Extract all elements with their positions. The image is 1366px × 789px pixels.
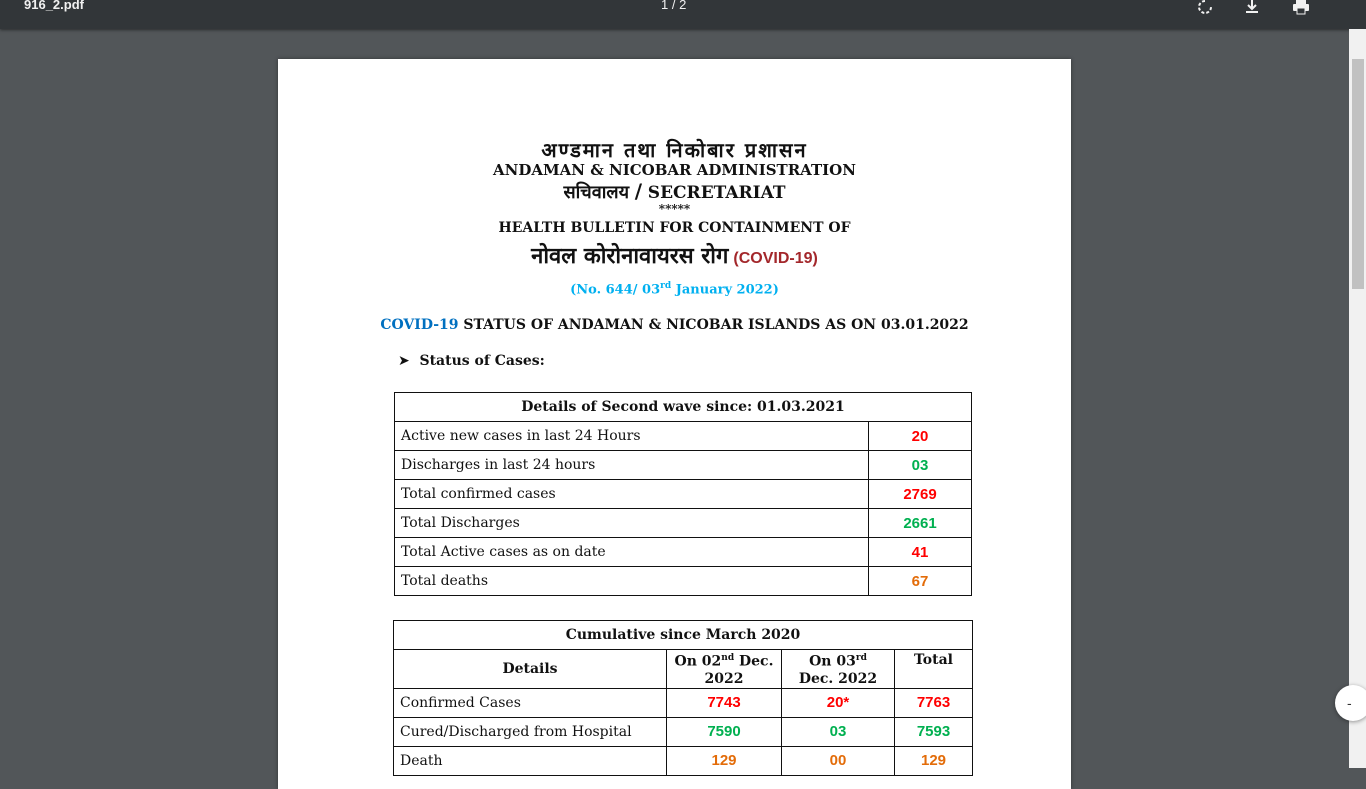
- second-wave-table: [394, 392, 972, 596]
- download-icon[interactable]: [1241, 0, 1263, 18]
- row-label: Discharges in last 24 hours: [395, 451, 869, 480]
- col-dec-02: On 02nd Dec. 2022: [667, 650, 782, 689]
- table-row: [394, 688, 973, 717]
- table-row: [395, 422, 972, 451]
- row-value: 2661: [869, 509, 972, 538]
- col-dec-03: On 03rd Dec. 2022: [782, 650, 895, 689]
- col-details: Details: [394, 650, 667, 689]
- col-total: Total: [895, 650, 973, 689]
- scrollbar-thumb[interactable]: [1352, 59, 1364, 289]
- pdf-page: [278, 59, 1071, 789]
- row-value-dec03: 00: [782, 746, 895, 775]
- row-label: Cured/Discharged from Hospital: [394, 717, 667, 746]
- table-header-row: [395, 393, 972, 422]
- english-secretariat: SECRETARIAT: [647, 183, 786, 203]
- status-covid-word: COVID-19: [380, 317, 459, 333]
- row-value: 03: [869, 451, 972, 480]
- table-header-row: [394, 621, 973, 650]
- row-value-dec03: 03: [782, 717, 895, 746]
- cumulative-title: Cumulative since March 2020: [394, 621, 973, 650]
- vertical-scrollbar[interactable]: [1349, 29, 1366, 768]
- row-label: Total Active cases as on date: [395, 538, 869, 567]
- column-header-row: [394, 650, 973, 689]
- table-row: [395, 567, 972, 596]
- row-value-dec02: 129: [667, 746, 782, 775]
- row-value-total: 129: [895, 746, 973, 775]
- row-value: 41: [869, 538, 972, 567]
- row-value-total: 7593: [895, 717, 973, 746]
- print-icon[interactable]: [1290, 0, 1312, 18]
- english-admin-title: ANDAMAN & NICOBAR ADMINISTRATION: [493, 161, 856, 179]
- row-value: 67: [869, 567, 972, 596]
- row-value: 2769: [869, 480, 972, 509]
- row-label: Active new cases in last 24 Hours: [395, 422, 869, 451]
- hindi-secretariat: सचिवालय: [563, 182, 630, 203]
- covid-tag: (COVID-19): [733, 250, 818, 267]
- row-label: Total confirmed cases: [395, 480, 869, 509]
- page-indicator[interactable]: 1 / 2: [661, 0, 687, 12]
- row-label: Confirmed Cases: [394, 688, 667, 717]
- second-wave-title: Details of Second wave since: 01.03.2021: [395, 393, 972, 422]
- rotate-icon[interactable]: [1194, 0, 1216, 18]
- table-row: [395, 538, 972, 567]
- status-line-text: STATUS OF ANDAMAN & NICOBAR ISLANDS AS ON 03.01.2022: [458, 317, 969, 333]
- secretariat-slash: /: [634, 179, 643, 203]
- disease-line: [278, 240, 1071, 270]
- table-row: [395, 480, 972, 509]
- cumulative-table: [393, 620, 973, 776]
- bulletin-number: (No. 644/ 03rd January 2022): [570, 281, 779, 298]
- row-value-total: 7763: [895, 688, 973, 717]
- row-label: Total deaths: [395, 567, 869, 596]
- status-line: [278, 317, 1071, 333]
- row-label: Death: [394, 746, 667, 775]
- row-value-dec02: 7743: [667, 688, 782, 717]
- floating-action-button[interactable]: [1335, 685, 1366, 721]
- row-value-dec03: 20*: [782, 688, 895, 717]
- table-row: [395, 451, 972, 480]
- table-row: [394, 717, 973, 746]
- pdf-toolbar: [0, 0, 1366, 29]
- hindi-admin-title: अण्डमान तथा निकोबार प्रशासन: [541, 138, 808, 162]
- table-row: [395, 509, 972, 538]
- file-name: 916_2.pdf: [24, 0, 84, 12]
- status-of-cases-heading: ➤ Status of Cases:: [398, 353, 545, 369]
- secretariat-line: [278, 179, 1071, 204]
- row-label: Total Discharges: [395, 509, 869, 538]
- row-value: 20: [869, 422, 972, 451]
- dash-icon: -: [1347, 695, 1352, 711]
- bulletin-title: HEALTH BULLETIN FOR CONTAINMENT OF: [498, 220, 851, 236]
- row-value-dec02: 7590: [667, 717, 782, 746]
- hindi-disease-name: नोवल कोरोनावायरस रोग: [531, 243, 729, 269]
- arrow-bullet-icon: ➤: [398, 353, 410, 369]
- stars-separator: *****: [658, 202, 691, 216]
- table-row: [394, 746, 973, 775]
